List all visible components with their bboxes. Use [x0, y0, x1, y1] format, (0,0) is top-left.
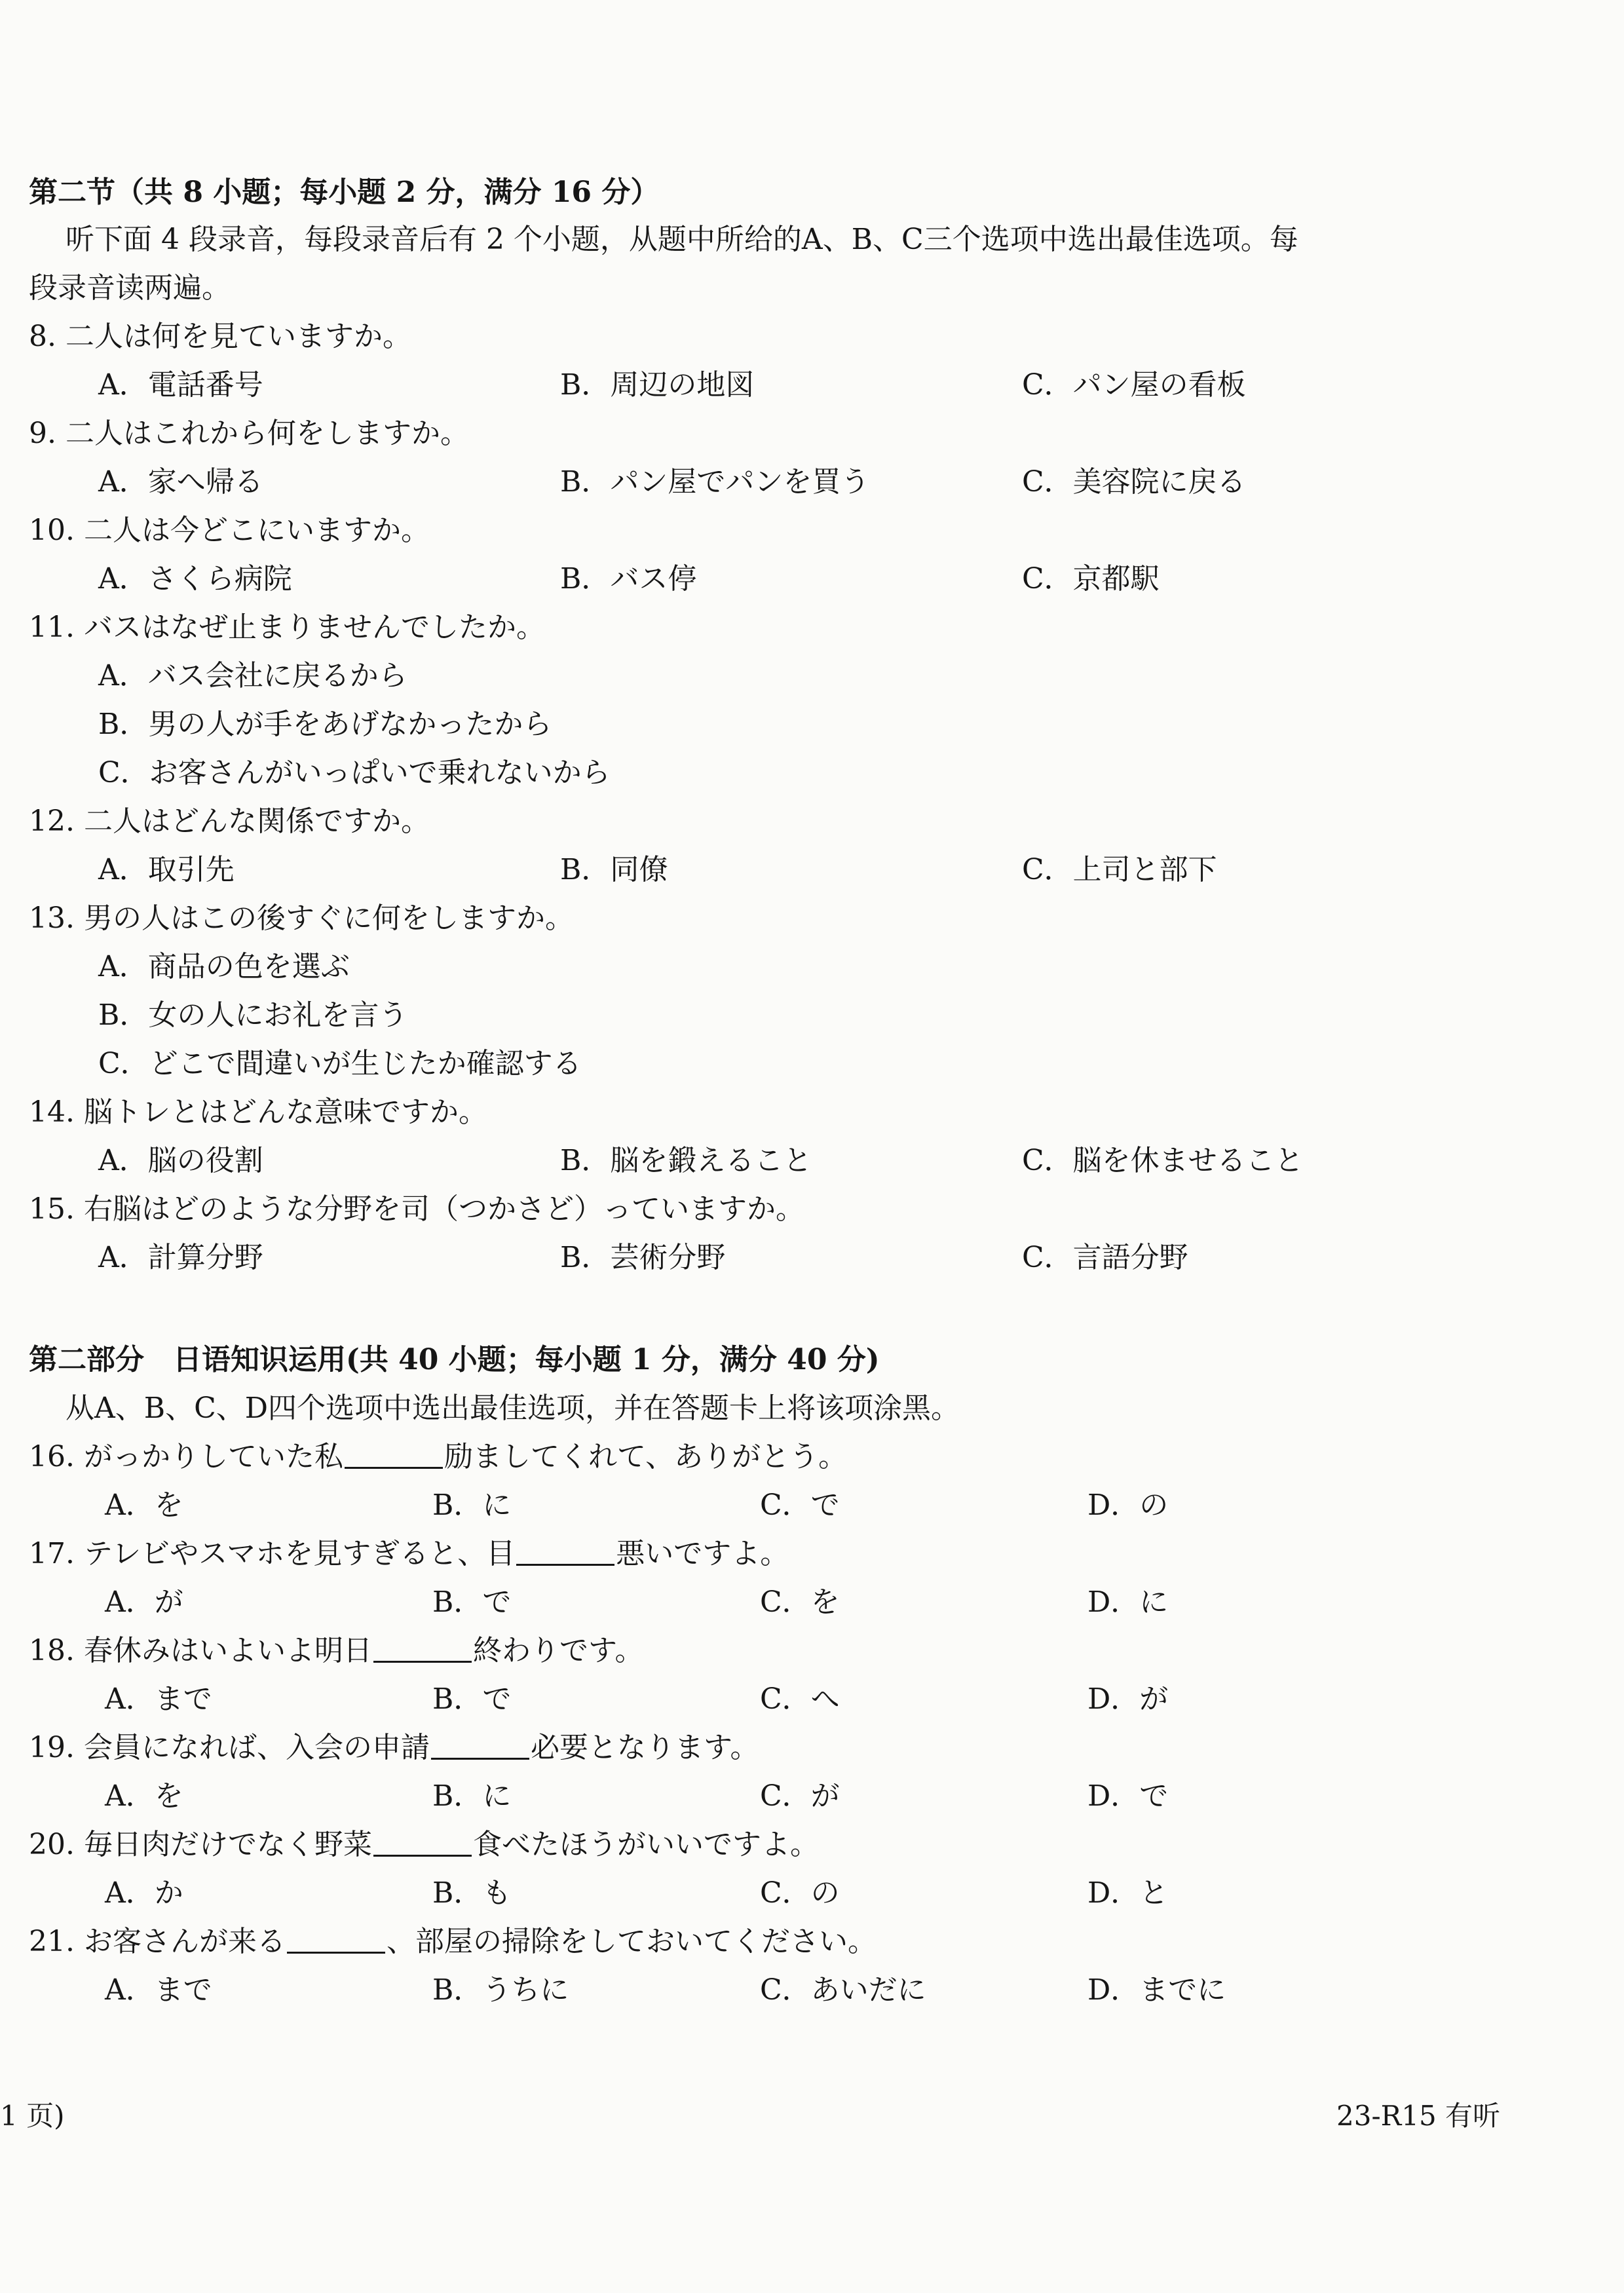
question-text-after: 必要となります。	[530, 1731, 759, 1764]
question-number: 15.	[29, 1192, 75, 1226]
question-16	[29, 1437, 847, 1477]
question-number: 19.	[29, 1731, 75, 1764]
option-a: A．脳の役割	[98, 1144, 263, 1177]
option-d: D．までに	[1087, 1973, 1226, 2007]
option-a: A．が	[105, 1585, 183, 1619]
option-b: B．で	[432, 1682, 512, 1716]
option-d: D．が	[1087, 1682, 1169, 1716]
option-d: D．で	[1087, 1779, 1169, 1813]
option-b: B．周辺の地図	[560, 368, 755, 402]
option-c: C．パン屋の看板	[1022, 368, 1246, 402]
question-9	[29, 414, 469, 453]
option-b: B．バス停	[560, 562, 697, 596]
exam-code: 23-R15 有听	[1336, 2100, 1501, 2132]
part-instruction: 从A、B、C、D四个选项中选出最佳选项，并在答题卡上将该项涂黑。	[66, 1392, 960, 1425]
answer-blank	[373, 1829, 472, 1857]
option-c: C．上司と部下	[1022, 853, 1217, 886]
option-c: C．お客さんがいっぱいで乗れないから	[98, 756, 611, 789]
option-c: C．京都駅	[1022, 562, 1160, 596]
question-text-before: 毎日肉だけでなく野菜	[83, 1828, 372, 1861]
question-8	[29, 317, 411, 356]
question-number: 8.	[29, 320, 56, 353]
option-d: D．に	[1087, 1585, 1169, 1619]
option-a: A．まで	[105, 1682, 212, 1716]
option-b: B．に	[432, 1488, 512, 1522]
option-b: B．も	[432, 1876, 512, 1910]
question-text-before: がっかりしていた私	[83, 1440, 343, 1473]
option-b: B．男の人が手をあげなかったから	[98, 708, 552, 741]
option-b: B．芸術分野	[560, 1241, 726, 1274]
question-text-after: 食べたほうがいいですよ。	[472, 1828, 819, 1861]
option-c: C．美容院に戻る	[1022, 465, 1246, 499]
part-heading: 第二部分 日语知识运用(共 40 小题；每小题 1 分，满分 40 分)	[29, 1343, 880, 1376]
answer-blank	[345, 1441, 443, 1469]
question-14	[29, 1093, 487, 1132]
option-b: B．で	[432, 1585, 512, 1619]
question-text: 二人は今どこにいますか。	[83, 514, 430, 547]
answer-blank	[516, 1538, 614, 1566]
option-a: A．計算分野	[98, 1241, 263, 1274]
option-a: A．電話番号	[98, 368, 263, 402]
question-number: 13.	[29, 901, 75, 935]
question-text-before: 会員になれば、入会の申請	[83, 1731, 430, 1764]
question-text-after: 終わりです。	[472, 1634, 644, 1667]
option-b: B．女の人にお礼を言う	[98, 998, 408, 1032]
question-text-after: 、部屋の掃除をしておいてください。	[386, 1925, 877, 1958]
question-17	[29, 1534, 789, 1574]
question-number: 20.	[29, 1828, 75, 1861]
question-text: 二人はこれから何をしますか。	[65, 417, 469, 450]
question-text-after: 励ましてくれて、ありがとう。	[444, 1440, 848, 1473]
question-13	[29, 899, 574, 938]
question-number: 10.	[29, 514, 75, 547]
option-b: B．脳を鍛えること	[560, 1144, 812, 1177]
option-a: A．取引先	[98, 853, 235, 886]
option-c: C．を	[760, 1585, 840, 1619]
question-number: 12.	[29, 805, 75, 838]
answer-blank	[287, 1925, 385, 1954]
option-b: B．に	[432, 1779, 512, 1813]
question-number: 14.	[29, 1095, 75, 1129]
option-a: A．バス会社に戻るから	[98, 659, 407, 692]
question-number: 9.	[29, 417, 56, 450]
question-text: 右脳はどのような分野を司（つかさど）っていますか。	[83, 1192, 804, 1226]
option-c: C．脳を休ませること	[1022, 1144, 1304, 1177]
question-21	[29, 1922, 877, 1961]
question-number: 11.	[29, 611, 75, 644]
option-a: A．を	[105, 1779, 183, 1813]
answer-blank	[373, 1635, 472, 1663]
question-text-before: テレビやスマホを見すぎると、目	[83, 1537, 516, 1570]
option-c: C．どこで間違いが生じたか確認する	[98, 1047, 582, 1080]
option-b: B．パン屋でパンを買う	[560, 465, 870, 499]
option-a: A．商品の色を選ぶ	[98, 950, 350, 983]
option-a: A．さくら病院	[98, 562, 292, 596]
question-10	[29, 511, 430, 550]
question-15	[29, 1190, 804, 1229]
option-a: A．家へ帰る	[98, 465, 263, 499]
question-text: 二人は何を見ていますか。	[65, 320, 411, 353]
question-20	[29, 1825, 819, 1865]
option-c: C．あいだに	[760, 1973, 926, 2007]
section-instruction-cont: 段录音读两遍。	[29, 271, 231, 305]
option-c: C．が	[760, 1779, 840, 1813]
question-text: バスはなぜ止まりませんでしたか。	[83, 611, 545, 644]
section-heading: 第二节（共 8 小题；每小题 2 分，满分 16 分）	[29, 176, 660, 209]
option-c: C．の	[760, 1876, 840, 1910]
section-instruction: 听下面 4 段录音，每段录音后有 2 个小题，从题中所给的A、B、C三个选项中选出最佳选项。每	[66, 223, 1298, 256]
question-text-after: 悪いですよ。	[616, 1537, 789, 1570]
option-c: C．で	[760, 1488, 840, 1522]
option-b: B．同僚	[560, 853, 668, 886]
question-number: 21.	[29, 1925, 75, 1958]
question-number: 16.	[29, 1440, 75, 1473]
option-b: B．うちに	[432, 1973, 569, 2007]
option-d: D．の	[1087, 1488, 1169, 1522]
question-text: 二人はどんな関係ですか。	[83, 805, 430, 838]
question-text: 脳トレとはどんな意味ですか。	[83, 1095, 487, 1129]
option-a: A．を	[105, 1488, 183, 1522]
question-19	[29, 1728, 759, 1768]
page-number: 1 页)	[0, 2100, 65, 2132]
question-text-before: 春休みはいよいよ明日	[83, 1634, 372, 1667]
question-number: 17.	[29, 1537, 75, 1570]
question-12	[29, 802, 430, 841]
option-a: A．まで	[105, 1973, 212, 2007]
question-text: 男の人はこの後すぐに何をしますか。	[83, 901, 574, 935]
answer-blank	[431, 1732, 529, 1760]
option-d: D．と	[1087, 1876, 1169, 1910]
question-text-before: お客さんが来る	[83, 1925, 286, 1958]
option-a: A．か	[105, 1876, 183, 1910]
option-c: C．へ	[760, 1682, 840, 1716]
option-c: C．言語分野	[1022, 1241, 1188, 1274]
question-11	[29, 608, 545, 647]
question-number: 18.	[29, 1634, 75, 1667]
question-18	[29, 1631, 643, 1671]
